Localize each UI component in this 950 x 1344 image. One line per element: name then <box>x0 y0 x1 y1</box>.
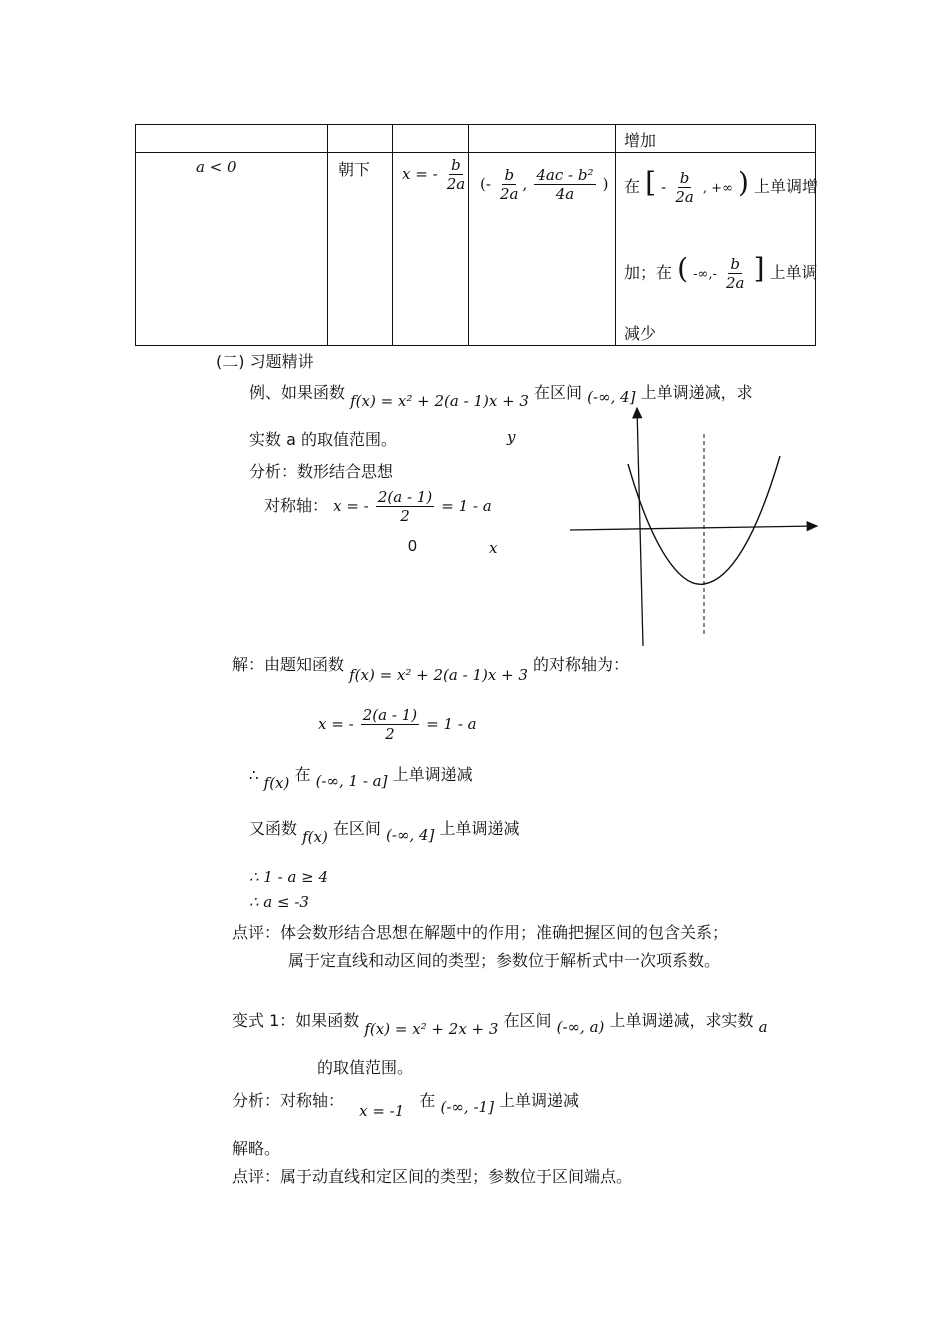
monotonic-line-3: 减少 <box>624 324 657 343</box>
variant-analysis: 分析：对称轴： x = -1 在 (-∞, -1] 上单调递减 <box>232 1091 580 1120</box>
vertex-cell: (- $\frac{b}{2a}$ , $\frac{\text{4ac - b²}}{4a}$ ) <box>480 166 609 203</box>
section-title: (二) 习题精讲 <box>216 352 314 371</box>
solution-line-1: 解：由题知函数 f(x) = x² + 2(a - 1)x + 3 的对称轴为： <box>232 655 630 684</box>
solution-line-3: ∴ f(x) 在 (-∞, 1 - a] 上单调递减 <box>249 765 473 792</box>
condition-cell: a < 0 <box>196 158 237 176</box>
direction-cell: 朝下 <box>338 160 371 179</box>
variant-brief: 解略。 <box>232 1139 281 1158</box>
graph-y-label: y <box>507 428 516 446</box>
graph-origin-label: 0 <box>408 538 417 555</box>
solution-line-5: ∴ 1 - a ≥ 4 <box>249 868 329 886</box>
axis-cell: x = - $\frac{b}{2a}$ <box>402 156 466 193</box>
variant-comment: 点评：属于动直线和定区间的类型；参数位于区间端点。 <box>232 1167 633 1186</box>
monotonic-line-1: 在 [ - $\frac{b}{2a}$ , +∞ ) 上单调增 <box>624 166 819 206</box>
solution-line-6: ∴ a ≤ -3 <box>249 893 309 911</box>
monotonic-line-2: 加；在 ( -∞,- $\frac{b}{2a}$ ] 上单调 <box>624 252 818 292</box>
axis-fraction: $\frac{b}{2a}$ <box>446 156 466 193</box>
solution-line-4: 又函数 f(x) 在区间 (-∞, 4] 上单调递减 <box>249 819 520 846</box>
axis-formula: 对称轴： x = - $\frac{2(a - 1)}{2}$ = 1 - a <box>264 488 492 525</box>
example-line-1: 例、如果函数 f(x) = x² + 2(a - 1)x + 3 在区间 (-∞, 4] 上单调递减，求 <box>249 383 753 410</box>
variant-line-2: 的取值范围。 <box>317 1058 414 1077</box>
parabola-graph <box>560 398 830 650</box>
graph-x-label: x <box>489 539 498 557</box>
variant-line-1: 变式 1：如果函数 f(x) = x² + 2x + 3 在区间 (-∞, a) 上单调递减，求实数 a <box>232 1011 768 1038</box>
comment-line-1: 点评：体会数形结合思想在解题中的作用；准确把握区间的包含关系； <box>232 923 729 942</box>
comment-line-2: 属于定直线和动区间的类型；参数位于解析式中一次项系数。 <box>288 951 721 970</box>
x-axis <box>570 526 817 530</box>
table-top-right-cell: 增加 <box>624 131 657 150</box>
analysis-line: 分析：数形结合思想 <box>249 462 394 481</box>
example-line-2: 实数 a 的取值范围。 <box>249 430 397 449</box>
solution-axis-formula: x = - $\frac{2(a - 1)}{2}$ = 1 - a <box>318 706 477 743</box>
y-axis <box>637 408 643 646</box>
